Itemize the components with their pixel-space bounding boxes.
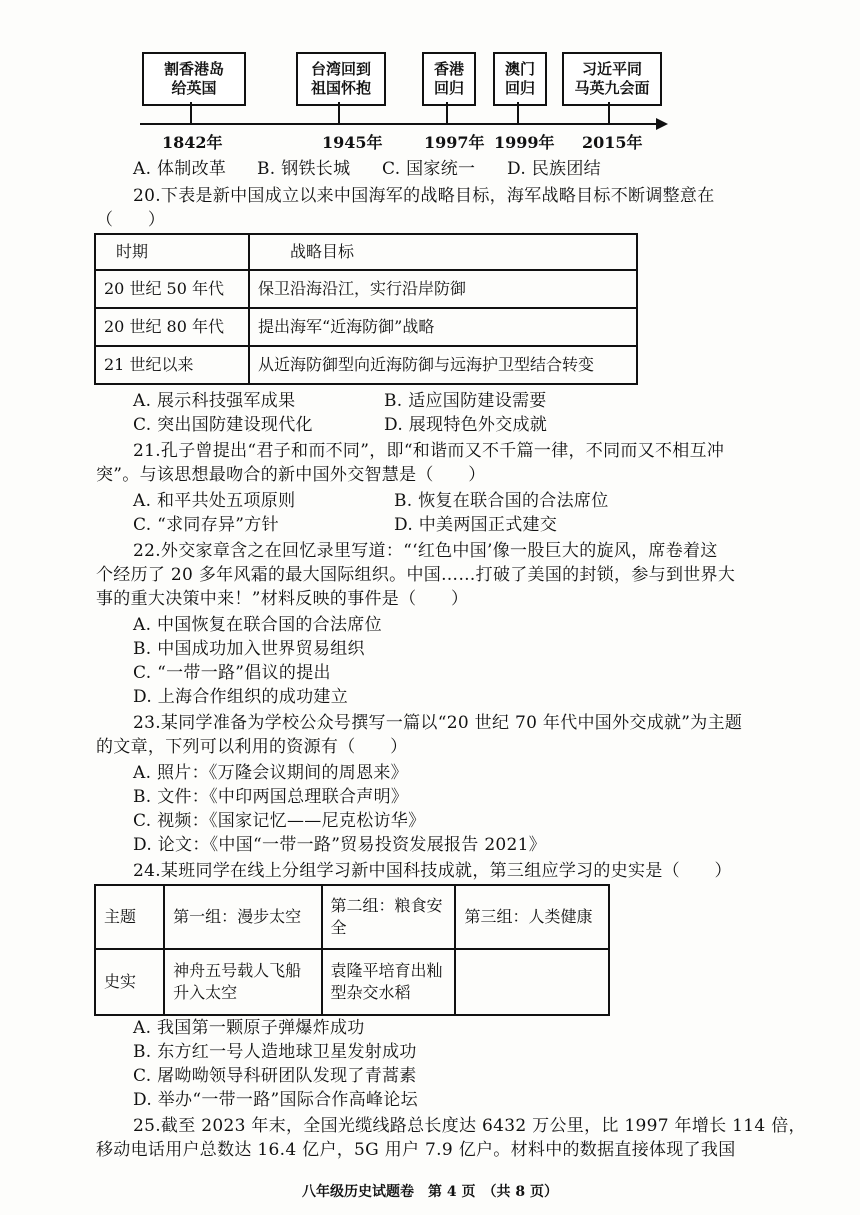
- timeline-year: 1842年: [162, 133, 223, 152]
- timeline-arrow-icon: [656, 118, 668, 130]
- option-text: C. “求同存异”方针: [133, 515, 279, 535]
- option-text: D. 民族团结: [507, 159, 601, 179]
- question-stem: 20.下表是新中国成立以来中国海军的战略目标，海军战略目标不断调整意在: [133, 186, 715, 206]
- option-text: A. 照片：《万隆会议期间的周恩来》: [133, 763, 408, 783]
- timeline-connector: [338, 102, 340, 123]
- event-text: 回归: [433, 79, 464, 97]
- table-cell: 保卫沿海沿江，实行沿岸防御: [249, 270, 637, 308]
- strategy-table: [94, 233, 638, 385]
- option-text: A. 和平共处五项原则: [133, 491, 296, 511]
- option-text: B. 中国成功加入世界贸易组织: [133, 639, 365, 659]
- timeline-event-box: [422, 52, 476, 106]
- option-text: A. 展示科技强军成果: [133, 391, 296, 411]
- table-cell: 从近海防御型向近海防御与远海护卫型结合转变: [249, 346, 637, 384]
- timeline-event-box: [296, 52, 386, 106]
- timeline-event-box: [562, 52, 662, 106]
- timeline-year: 2015年: [582, 133, 643, 152]
- page-footer: 八年级历史试题卷 第 4 页 （共 8 页）: [302, 1184, 558, 1200]
- table-header: 时期: [95, 234, 249, 270]
- option-text: B. 文件：《中印两国总理联合声明》: [133, 787, 409, 807]
- question-stem: 移动电话用户总数达 16.4 亿户，5G 用户 7.9 亿户。材料中的数据直接体现了我国: [96, 1140, 736, 1160]
- table-cell: 主题: [95, 885, 164, 949]
- event-text: 台湾回到: [310, 60, 371, 78]
- option-text: D. 展现特色外交成就: [384, 415, 548, 435]
- timeline-year: 1997年: [424, 133, 485, 152]
- option-text: B. 恢复在联合国的合法席位: [394, 491, 609, 511]
- option-text: D. 举办“一带一路”国际合作高峰论坛: [133, 1090, 418, 1110]
- timeline-event-box: [493, 52, 547, 106]
- option-text: C. 突出国防建设现代化: [133, 415, 313, 435]
- table-cell: 21 世纪以来: [95, 346, 249, 384]
- option-text: A. 我国第一颗原子弹爆炸成功: [133, 1018, 365, 1038]
- table-cell: 第一组：漫步太空: [164, 885, 321, 949]
- event-text: 祖国怀抱: [310, 79, 371, 97]
- event-text: 澳门: [504, 60, 535, 78]
- timeline-connector: [190, 102, 192, 123]
- question-stem: 22.外交家章含之在回忆录里写道：“‘红色中国’像一股巨大的旋风，席卷着这: [133, 541, 718, 561]
- table-header: 战略目标: [249, 234, 637, 270]
- question-stem: 23.某同学准备为学校公众号撰写一篇以“20 世纪 70 年代中国外交成就”为主题: [133, 713, 743, 733]
- table-cell: 第二组：粮食安全: [322, 885, 456, 949]
- option-text: C. 视频：《国家记忆——尼克松访华》: [133, 811, 426, 831]
- option-text: D. 上海合作组织的成功建立: [133, 687, 349, 707]
- question-stem: 24.某班同学在线上分组学习新中国科技成就，第三组应学习的史实是（ ）: [133, 861, 732, 881]
- table-cell: 史实: [95, 949, 164, 1015]
- table-cell: [455, 949, 609, 1015]
- table-cell: 袁隆平培育出籼型杂交水稻: [322, 949, 456, 1015]
- table-cell: 神舟五号载人飞船升入太空: [164, 949, 321, 1015]
- table-cell: 第三组：人类健康: [455, 885, 609, 949]
- event-text: 马英九会面: [574, 79, 650, 97]
- option-text: C. 屠呦呦领导科研团队发现了青蒿素: [133, 1066, 417, 1086]
- event-text: 给英国: [171, 79, 217, 97]
- timeline-axis: [140, 123, 660, 125]
- question-stem: 21.孔子曾提出“君子和而不同”，即“和谐而又不千篇一律，不同而又不相互冲: [133, 441, 725, 461]
- event-text: 习近平同: [581, 60, 642, 78]
- option-text: B. 东方红一号人造地球卫星发射成功: [133, 1042, 417, 1062]
- table-cell: 20 世纪 80 年代: [95, 308, 249, 346]
- option-text: D. 论文：《中国“一带一路”贸易投资发展报告 2021》: [133, 835, 547, 855]
- option-text: A. 中国恢复在联合国的合法席位: [133, 615, 382, 635]
- question-stem: （ ）: [96, 210, 166, 230]
- timeline-connector: [608, 102, 610, 123]
- timeline-year: 1945年: [322, 133, 383, 152]
- timeline-event-box: [142, 52, 246, 106]
- option-text: C. “一带一路”倡议的提出: [133, 663, 331, 683]
- science-table: [94, 884, 610, 1016]
- timeline-connector: [446, 102, 448, 123]
- question-stem: 25.截至 2023 年末，全国光缆线路总长度达 6432 万公里，比 1997 年增长 114 倍，: [133, 1116, 806, 1136]
- timeline-year: 1999年: [494, 133, 555, 152]
- question-stem: 突”。与该思想最吻合的新中国外交智慧是（ ）: [96, 465, 486, 485]
- table-cell: 20 世纪 50 年代: [95, 270, 249, 308]
- question-stem: 事的重大决策中来！”材料反映的事件是（ ）: [96, 589, 469, 609]
- option-text: D. 中美两国正式建交: [394, 515, 558, 535]
- table-cell: 提出海军“近海防御”战略: [249, 308, 637, 346]
- event-text: 香港: [433, 60, 464, 78]
- option-text: B. 适应国防建设需要: [384, 391, 547, 411]
- event-text: 回归: [504, 79, 535, 97]
- option-text: B. 钢铁长城: [257, 159, 351, 179]
- question-stem: 的文章，下列可以利用的资源有（ ）: [96, 737, 408, 757]
- option-text: A. 体制改革: [133, 159, 227, 179]
- event-text: 割香港岛: [163, 60, 224, 78]
- timeline-connector: [517, 102, 519, 123]
- option-text: C. 国家统一: [382, 159, 476, 179]
- question-stem: 个经历了 20 多年风霜的最大国际组织。中国……打破了美国的封锁，参与到世界大: [96, 565, 736, 585]
